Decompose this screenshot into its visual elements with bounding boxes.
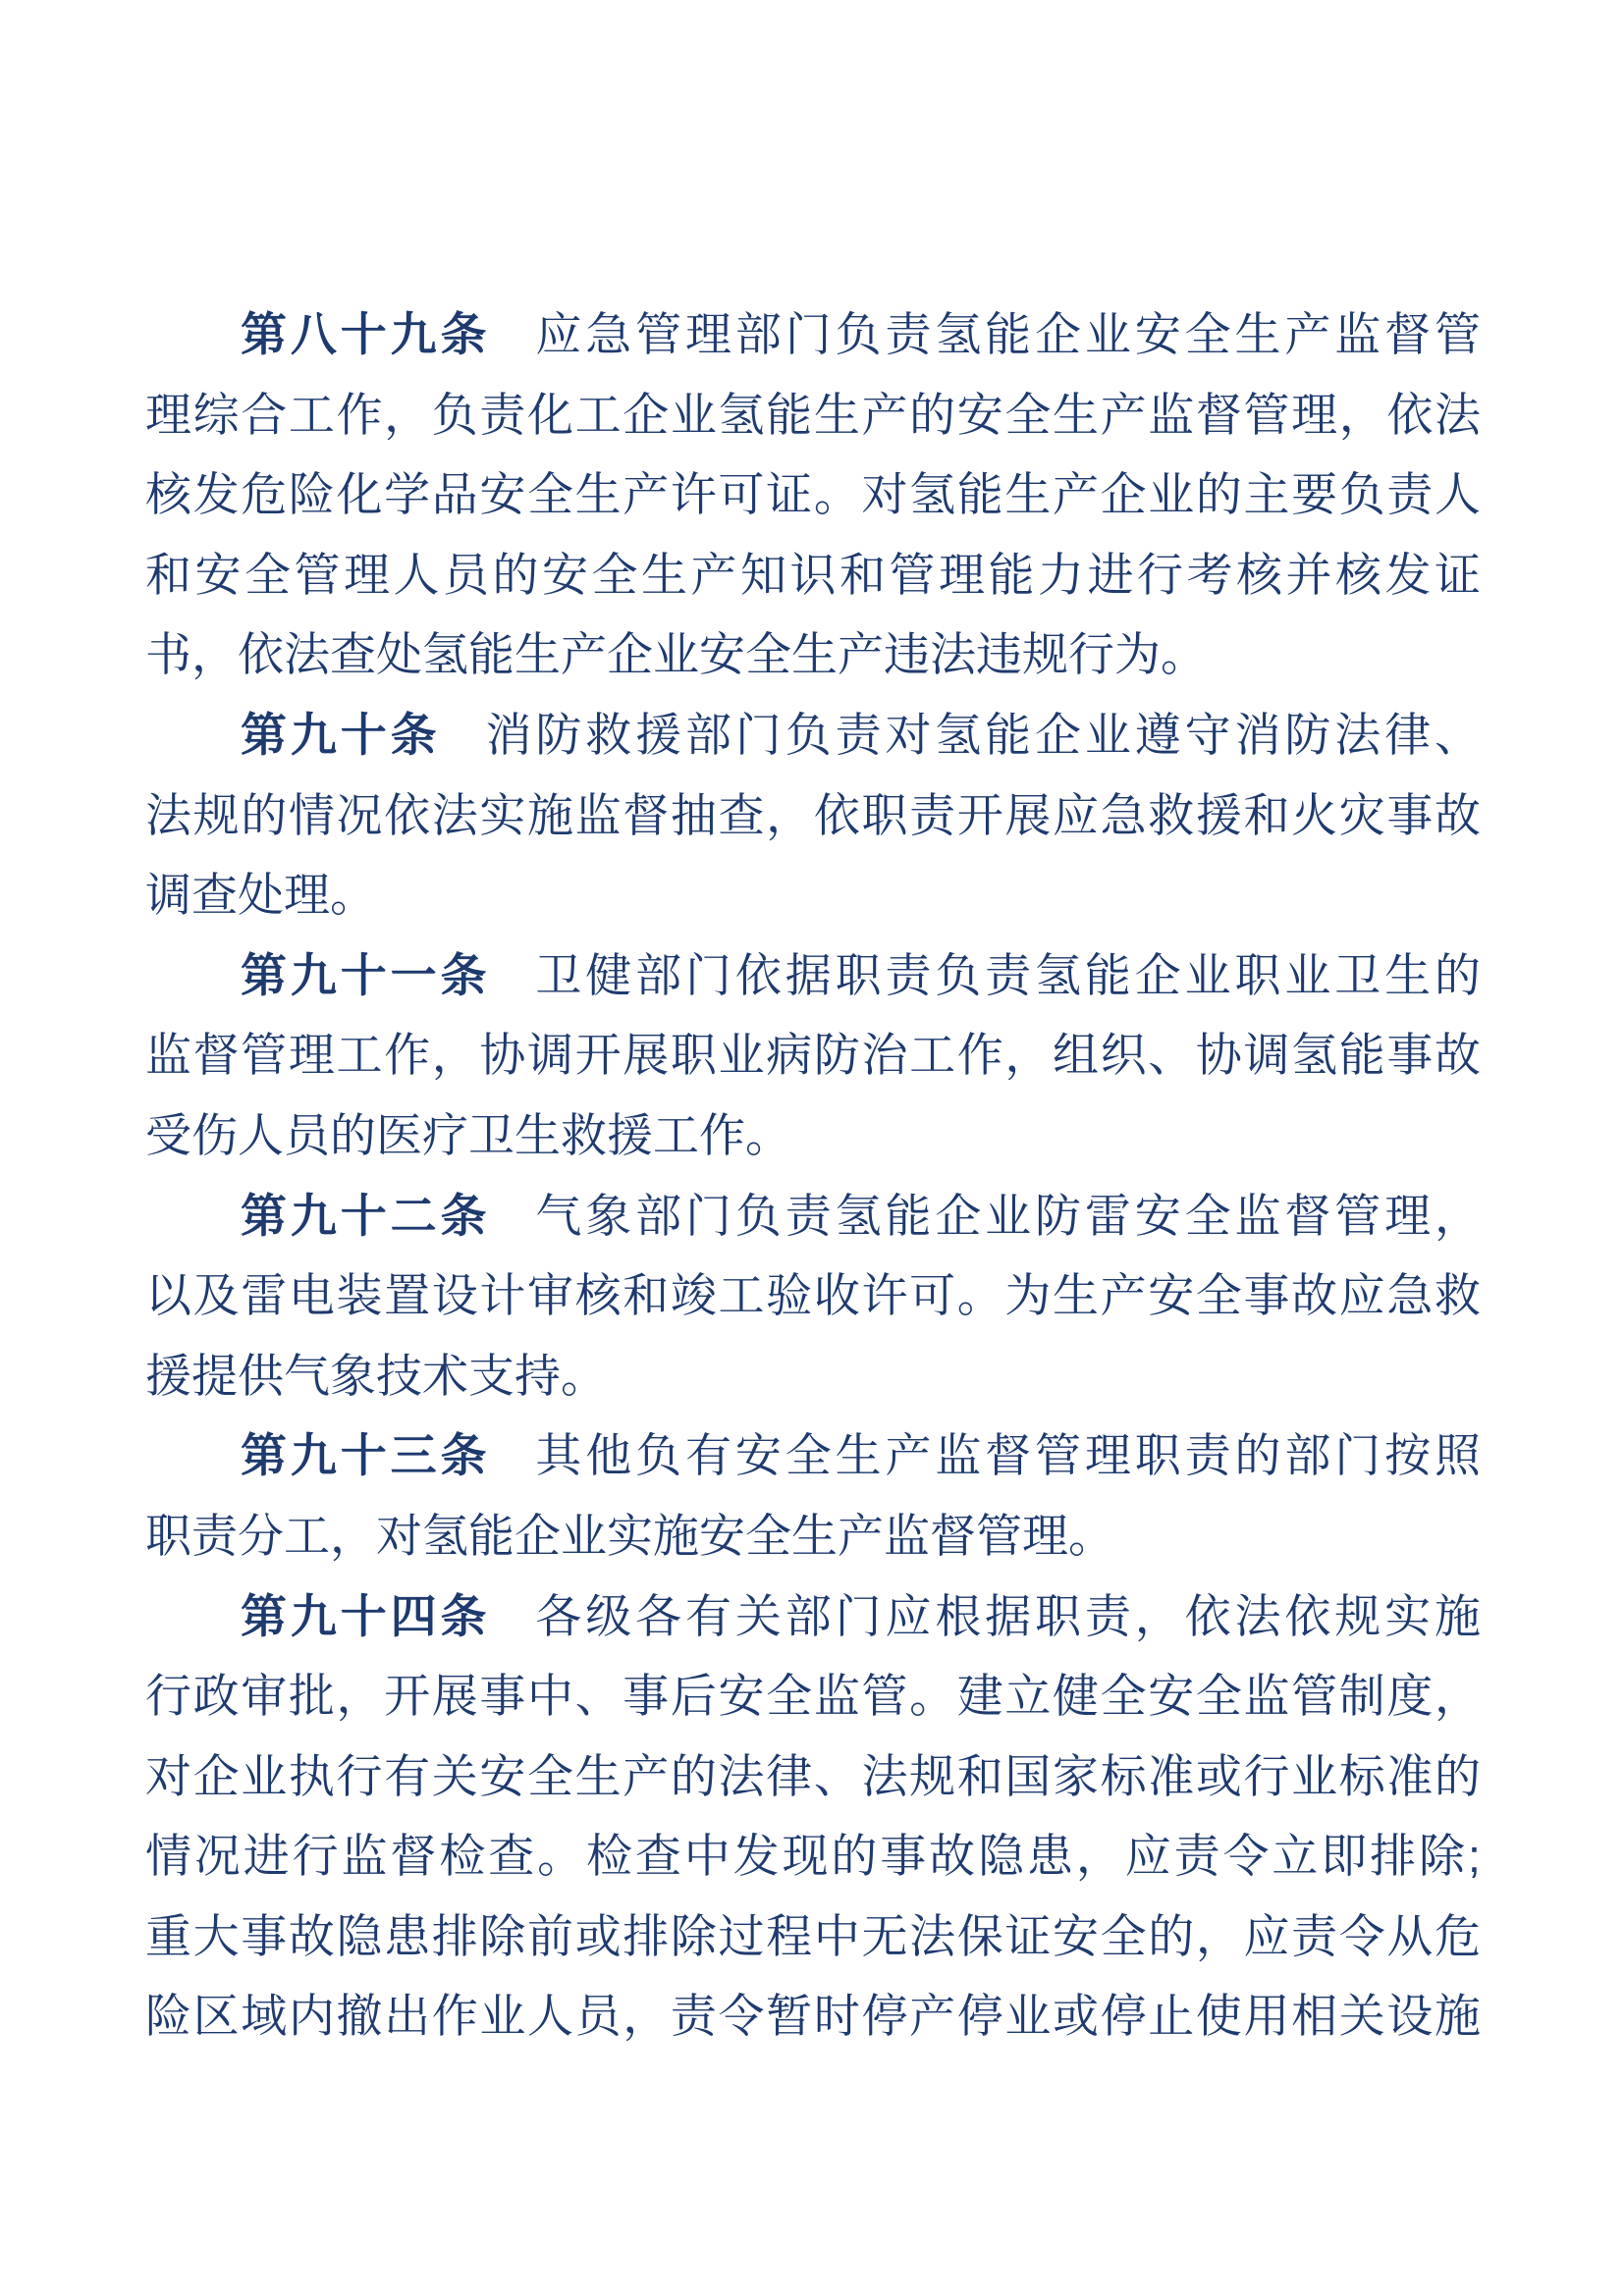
article-first-line-text: 气象部门负责氢能企业防雷安全监督管理， <box>535 1189 1482 1242</box>
text-line: 书，依法查处氢能生产企业安全生产违法违规行为。 <box>145 628 1207 681</box>
text-line <box>145 1176 1481 1256</box>
text-line: 职责分工，对氢能企业实施安全生产监督管理。 <box>145 1509 1114 1562</box>
article-number: 第八十九条 <box>241 308 491 360</box>
paragraph <box>145 935 1481 1176</box>
text-line: 援提供气象技术支持。 <box>145 1349 607 1402</box>
text-line: 受伤人员的医疗卫生救援工作。 <box>145 1108 791 1161</box>
article-number: 第九十条 <box>241 708 441 761</box>
text-line: 法规的情况依法实施监督抽查，依职责开展应急救援和火灾事故 <box>145 788 1481 841</box>
article-first-line-text: 消防救援部门负责对氢能企业遵守消防法律、 <box>485 708 1482 761</box>
text-line <box>145 695 1481 775</box>
text-line: 监督管理工作，协调开展职业病防治工作，组织、协调氢能事故 <box>145 1029 1481 1082</box>
text-line: 重大事故隐患排除前或排除过程中无法保证安全的，应责令从危 <box>145 1909 1481 1962</box>
article-first-line-text: 其他负有安全生产监督管理职责的部门按照 <box>535 1429 1482 1482</box>
paragraph <box>145 695 1481 935</box>
text-line: 核发危险化学品安全生产许可证。对氢能生产企业的主要负责人 <box>145 468 1481 521</box>
article-number: 第九十二条 <box>241 1189 491 1242</box>
article-first-line-text: 各级各有关部门应根据职责，依法依规实施 <box>535 1589 1482 1642</box>
text-line <box>145 294 1481 375</box>
text-line: 行政审批，开展事中、事后安全监管。建立健全安全监管制度， <box>145 1670 1481 1723</box>
text-line <box>145 1576 1481 1657</box>
paragraph <box>145 1576 1481 2057</box>
paragraph <box>145 1415 1481 1575</box>
text-column <box>145 294 1481 2056</box>
text-line: 调查处理。 <box>145 869 376 922</box>
paragraph <box>145 294 1481 695</box>
paragraph <box>145 1176 1481 1416</box>
text-line: 理综合工作，负责化工企业氢能生产的安全生产监督管理，依法 <box>145 388 1481 441</box>
article-number: 第九十三条 <box>241 1429 491 1482</box>
article-number: 第九十四条 <box>241 1589 491 1642</box>
text-line <box>145 935 1481 1016</box>
article-first-line-text: 卫健部门依据职责负责氢能企业职业卫生的 <box>535 948 1482 1001</box>
text-line: 情况进行监督检查。检查中发现的事故隐患，应责令立即排除; <box>145 1830 1481 1883</box>
article-number: 第九十一条 <box>241 948 491 1001</box>
text-line <box>145 1415 1481 1496</box>
text-line: 和安全管理人员的安全生产知识和管理能力进行考核并核发证 <box>145 548 1481 601</box>
text-line: 以及雷电装置设计审核和竣工验收许可。为生产安全事故应急救 <box>145 1269 1481 1322</box>
text-line: 险区域内撤出作业人员，责令暂时停产停业或停止使用相关设施 <box>145 1990 1481 2043</box>
text-line: 对企业执行有关安全生产的法律、法规和国家标准或行业标准的 <box>145 1749 1481 1802</box>
article-first-line-text: 应急管理部门负责氢能企业安全生产监督管 <box>535 308 1482 360</box>
